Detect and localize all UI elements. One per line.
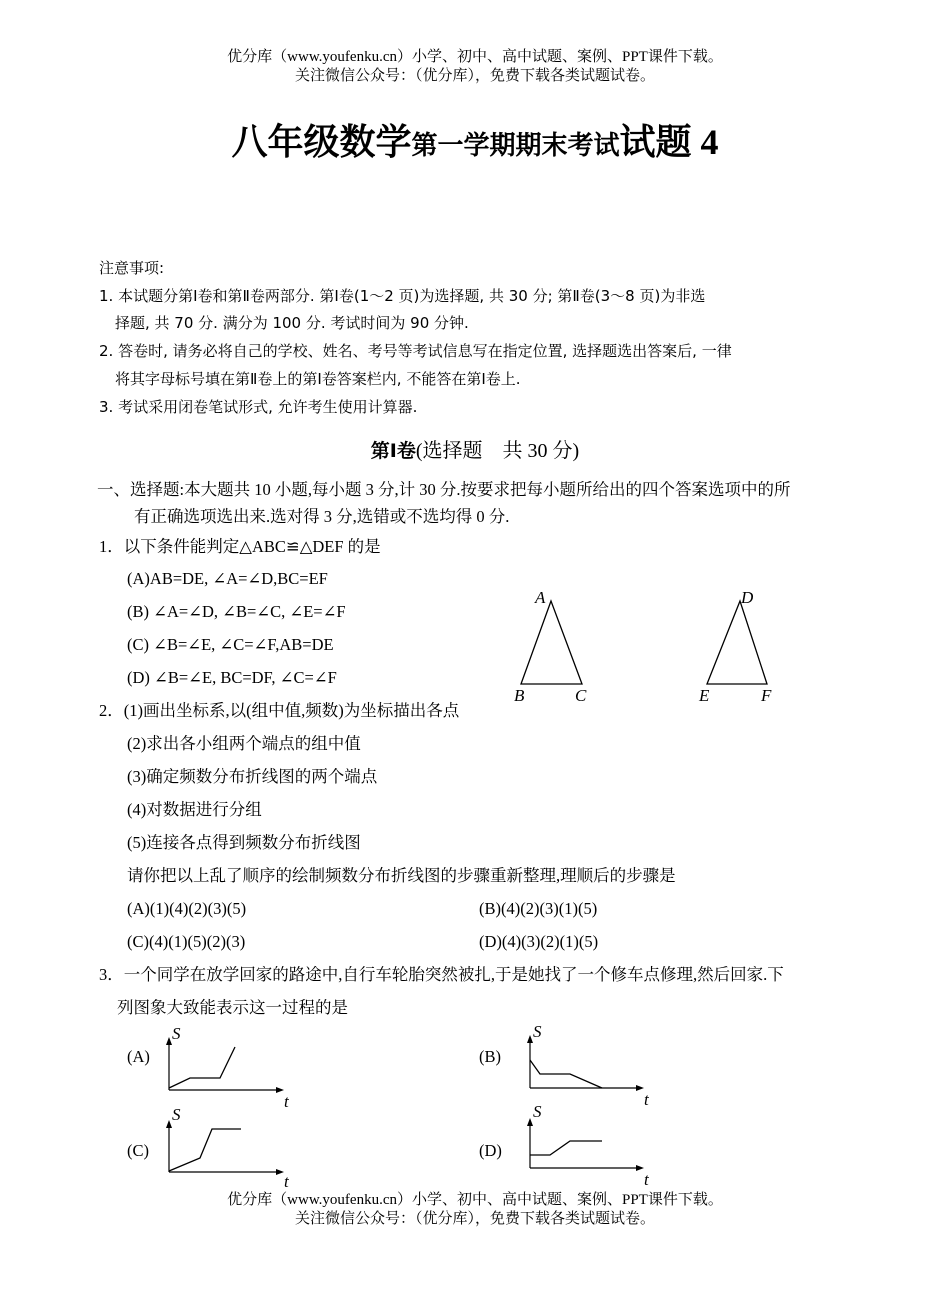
- notice-heading: 注意事项:: [99, 259, 165, 277]
- title-part-2: 第一学期期末考试: [411, 131, 620, 160]
- q1-option-a: (A)AB=DE, ∠A=∠D,BC=EF: [127, 569, 328, 588]
- label-f: F: [761, 686, 772, 705]
- graph-b-x-label: t: [644, 1090, 649, 1109]
- label-b: B: [514, 686, 525, 705]
- q3-line-1: 3．一个同学在放学回家的路途中,自行车轮胎突然被扎,于是她找了一个修车点修理,然后回家.下: [99, 965, 784, 984]
- q3-option-b: (B): [479, 1047, 501, 1066]
- instructions-line-1: 一、选择题:本大题共 10 小题,每小题 3 分,计 30 分.按要求把每小题所给出的四个答案选项中的所: [97, 480, 791, 499]
- q3-option-a: (A): [127, 1047, 150, 1066]
- graph-d-y-label: S: [533, 1102, 542, 1121]
- q3-option-c: (C): [127, 1141, 149, 1160]
- q3-option-d: (D): [479, 1141, 502, 1160]
- label-a: A: [535, 588, 546, 607]
- title-part-3: 试题 4: [619, 122, 719, 162]
- q3-line-2: 列图象大致能表示这一过程的是: [117, 998, 348, 1017]
- graph-c-y-label: S: [172, 1105, 181, 1124]
- graph-a-y-label: S: [172, 1024, 181, 1043]
- q1-stem: 1．以下条件能判定△ABC≌△DEF 的是: [99, 537, 381, 556]
- notice-item-1-line-2: 择题, 共 70 分. 满分为 100 分. 考试时间为 90 分钟.: [115, 314, 469, 332]
- q1-option-b: (B) ∠A=∠D, ∠B=∠C, ∠E=∠F: [127, 602, 346, 621]
- q1-option-c: (C) ∠B=∠E, ∠C=∠F,AB=DE: [127, 635, 334, 654]
- graph-d-line: [530, 1141, 602, 1155]
- instructions-line-2: 有正确选项选出来.选对得 3 分,选错或不选均得 0 分.: [134, 507, 510, 526]
- section-heading-bold: 第Ⅰ卷: [370, 440, 416, 462]
- q2-option-a: (A)(1)(4)(2)(3)(5): [127, 899, 247, 918]
- footer-banner-line-1: 优分库（www.youfenku.cn）小学、初中、高中试题、案例、PPT课件下载。: [227, 1192, 723, 1208]
- graph-c-x-label: t: [284, 1172, 289, 1191]
- q2-step-4: (4)对数据进行分组: [127, 800, 262, 819]
- q2-ask: 请你把以上乱了顺序的绘制频数分布折线图的步骤重新整理,理顺后的步骤是: [127, 866, 676, 885]
- notice-item-2-line-1: 2. 答卷时, 请务必将自己的学校、姓名、考号等考试信息写在指定位置, 选择题选出答案后, 一律: [99, 342, 732, 360]
- graph-d-x-arrow: [636, 1165, 644, 1171]
- label-d: D: [741, 588, 754, 607]
- q1-option-d: (D) ∠B=∠E, BC=DF, ∠C=∠F: [127, 668, 337, 687]
- footer-banner-line-2: 关注微信公众号：（优分库），免费下载各类试题试卷。: [294, 1211, 655, 1227]
- q2-option-d: (D)(4)(3)(2)(1)(5): [479, 932, 599, 951]
- notice-item-2-line-2: 将其字母标号填在第Ⅱ卷上的第Ⅰ卷答案栏内, 不能答在第Ⅰ卷上.: [115, 370, 521, 388]
- q2-step-1: 2．(1)画出坐标系,以(组中值,频数)为坐标描出各点: [99, 701, 460, 720]
- graph-d-x-label: t: [644, 1170, 649, 1189]
- label-e: E: [699, 686, 710, 705]
- q2-step-2: (2)求出各小组两个端点的组中值: [127, 734, 361, 753]
- notice-item-3: 3. 考试采用闭卷笔试形式, 允许考生使用计算器.: [99, 398, 418, 416]
- section-heading-rest: (选择题 共 30 分): [415, 440, 580, 462]
- label-c: C: [575, 686, 587, 705]
- banner-line-2: 关注微信公众号：（优分库），免费下载各类试题试卷。: [294, 68, 655, 84]
- notice-item-1-line-1: 1. 本试题分第Ⅰ卷和第Ⅱ卷两部分. 第Ⅰ卷(1～2 页)为选择题, 共 30 分; 第Ⅱ卷(3～8 页)为非选: [99, 287, 706, 305]
- q2-option-b: (B)(4)(2)(3)(1)(5): [479, 899, 598, 918]
- q2-step-5: (5)连接各点得到频数分布折线图: [127, 833, 361, 852]
- q2-option-c: (C)(4)(1)(5)(2)(3): [127, 932, 246, 951]
- q2-step-3: (3)确定频数分布折线图的两个端点: [127, 767, 378, 786]
- graph-a-x-label: t: [284, 1092, 289, 1111]
- graph-b-y-label: S: [533, 1022, 542, 1041]
- title-part-1: 八年级数学: [231, 122, 412, 162]
- banner-line-1: 优分库（www.youfenku.cn）小学、初中、高中试题、案例、PPT课件下载。: [227, 49, 723, 65]
